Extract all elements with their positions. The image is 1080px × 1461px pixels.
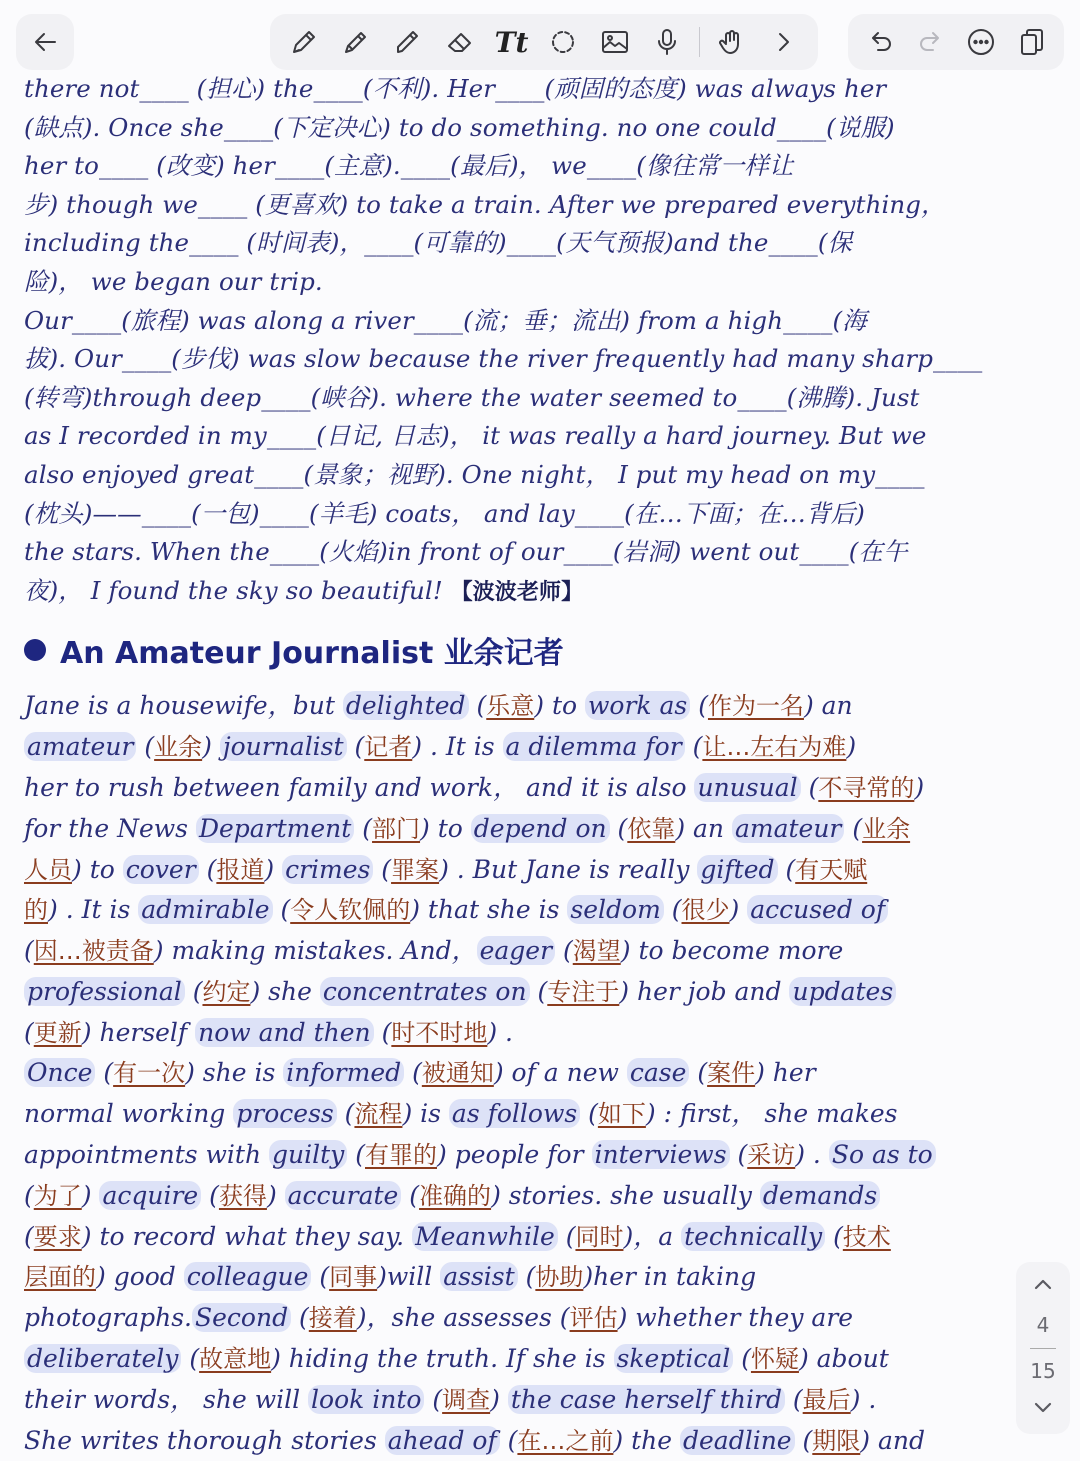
- paragraph-journey: [24, 70, 1064, 610]
- text-span: (: [354, 813, 373, 843]
- eraser-icon[interactable]: [440, 22, 480, 62]
- text-line: [24, 890, 1064, 931]
- text-span: (: [24, 1180, 34, 1210]
- text-span: (: [184, 976, 203, 1006]
- text-span: ): [914, 772, 925, 802]
- text-span: ) the: [613, 1425, 680, 1455]
- text-span: ): [264, 854, 283, 884]
- highlighted-phrase: Department: [196, 814, 354, 843]
- highlighted-phrase: gifted: [697, 855, 777, 884]
- text-span: for the News: [24, 813, 196, 843]
- text-span: (: [784, 1384, 803, 1414]
- text-span: ) an: [675, 813, 732, 843]
- text-line: [24, 931, 1064, 972]
- text-line: also enjoyed great____(景象；视野). One night， I put my head on my____: [24, 459, 925, 489]
- highlighted-phrase: crimes: [282, 855, 373, 884]
- highlighted-phrase: demands: [760, 1181, 880, 1210]
- text-span: ): [490, 1384, 508, 1414]
- highlighted-phrase: acquire: [99, 1181, 201, 1210]
- text-span: ) whether they are: [617, 1303, 854, 1333]
- text-line: Our____(旅程) was along a river____(流；垂；流出) from a high____(海: [24, 305, 867, 335]
- highlighted-phrase: Once: [24, 1058, 95, 1087]
- text-span: ) herself: [81, 1017, 196, 1047]
- chinese-annotation: 令人钦佩的: [290, 896, 411, 925]
- highlighted-phrase: assist: [440, 1262, 517, 1291]
- chinese-annotation: 更新: [33, 1018, 82, 1047]
- text-line: (转弯)through deep____(峡谷). where the water seemed to____(沸腾). Just: [24, 382, 920, 412]
- text-line: 险)， we began our trip.: [24, 266, 323, 296]
- text-span: )，she assesses (: [356, 1303, 570, 1333]
- highlighted-phrase: work as: [585, 691, 690, 720]
- highlighted-phrase: professional: [24, 977, 185, 1006]
- text-span: (: [557, 1221, 576, 1251]
- text-line: [24, 1053, 1064, 1094]
- text-span: ) to record what they say.: [81, 1221, 413, 1251]
- chinese-annotation: 被通知: [421, 1059, 494, 1088]
- text-line: [24, 1176, 1064, 1217]
- text-span: ) to: [72, 854, 123, 884]
- highlighted-phrase: Second: [192, 1303, 291, 1332]
- highlighted-phrase: depend on: [471, 814, 610, 843]
- chinese-annotation: 流程: [354, 1100, 403, 1129]
- chinese-annotation: 时不时地: [391, 1018, 488, 1047]
- highlighted-phrase: amateur: [24, 732, 136, 761]
- highlighted-phrase: now and then: [195, 1018, 374, 1047]
- highlighted-phrase: So as to: [829, 1140, 936, 1169]
- chinese-annotation: 作为一名: [707, 692, 804, 721]
- chinese-annotation: 在…之前: [517, 1426, 614, 1455]
- pages-icon[interactable]: [1012, 22, 1052, 62]
- note-page: [24, 70, 1064, 1461]
- chinese-annotation: 期限: [812, 1426, 861, 1455]
- text-span: (: [136, 732, 155, 762]
- chinese-annotation: 专注于: [547, 977, 620, 1006]
- highlighted-phrase: cover: [123, 855, 199, 884]
- text-span: (: [201, 1180, 219, 1210]
- paragraph-journalist: [24, 686, 1064, 1461]
- chinese-annotation: 有罪的: [365, 1141, 437, 1170]
- text-span: ) .: [850, 1384, 877, 1414]
- text-line: 拔). Our____(步伐) was slow because the river frequently had many sharp____: [24, 344, 983, 374]
- text-span: (: [733, 1344, 751, 1374]
- chinese-annotation: 为了: [33, 1181, 82, 1210]
- highlighter-icon[interactable]: [388, 22, 428, 62]
- page-navigator: [1016, 1262, 1070, 1434]
- text-tool-icon[interactable]: Tt: [494, 25, 529, 59]
- highlighted-phrase: guilty: [269, 1140, 347, 1169]
- text-span: (: [401, 1180, 420, 1210]
- text-span: (: [777, 854, 796, 884]
- chinese-annotation: 准确的: [419, 1181, 492, 1210]
- text-span: (: [404, 1058, 422, 1088]
- microphone-icon[interactable]: [647, 22, 687, 62]
- text-line: [24, 809, 1064, 850]
- text-span: normal working: [24, 1099, 234, 1129]
- undo-icon[interactable]: [860, 22, 900, 62]
- highlighted-phrase: process: [233, 1099, 336, 1128]
- highlighted-phrase: concentrates on: [320, 977, 530, 1006]
- text-span: (: [800, 772, 819, 802]
- text-span: (: [689, 1058, 708, 1088]
- chinese-annotation: 渴望: [572, 937, 621, 966]
- total-pages: 15: [1030, 1359, 1056, 1384]
- text-span: )，a: [623, 1221, 682, 1251]
- highlighted-phrase: skeptical: [614, 1344, 734, 1373]
- text-span: ) . It is: [48, 895, 139, 925]
- chinese-annotation: 部门: [372, 814, 421, 843]
- text-span: ) : first， she makes: [645, 1099, 898, 1129]
- text-line: as I recorded in my____(日记, 日志)， it was really a hard journey. But we: [24, 421, 927, 451]
- text-span: ): [729, 895, 748, 925]
- highlighted-phrase: accused of: [747, 895, 888, 924]
- text-span: ) .: [795, 1140, 829, 1170]
- text-span: ) she: [250, 976, 320, 1006]
- page-separator: [1030, 1348, 1056, 1349]
- text-span: ) and: [860, 1425, 926, 1455]
- chinese-annotation: 案件: [707, 1059, 756, 1088]
- chinese-annotation: 报道: [216, 855, 265, 884]
- text-span: (: [424, 1384, 443, 1414]
- chevron-up-icon[interactable]: [1030, 1272, 1056, 1302]
- text-span: )her in taking: [583, 1262, 757, 1292]
- text-span: ) to become more: [620, 936, 844, 966]
- highlighted-phrase: updates: [789, 977, 896, 1006]
- highlighted-phrase: unusual: [694, 773, 800, 802]
- chinese-annotation: 的: [24, 896, 48, 925]
- text-line: the stars. When the____(火焰)in front of our____(岩洞) went out____(在午: [24, 537, 908, 567]
- text-span: her to rush between family and work， and it is also: [24, 772, 695, 802]
- chinese-annotation: 最后: [802, 1385, 851, 1414]
- text-line: 步) though we____ (更喜欢) to take a train. After we prepared everything，: [24, 189, 946, 219]
- chinese-annotation: 有天赋: [795, 855, 868, 884]
- text-span: (: [336, 1099, 355, 1129]
- text-line: (缺点). Once she____(下定决心) to do something. no one could____(说服): [24, 112, 895, 142]
- text-line: [24, 727, 1064, 768]
- text-span: (: [311, 1262, 330, 1292]
- text-span: (: [24, 1017, 34, 1047]
- text-line: (枕头)——____(一包)____(羊毛) coats， and lay____(在…下面；在…背后): [24, 498, 865, 528]
- highlighted-phrase: seldom: [567, 895, 663, 924]
- chinese-annotation: 故意地: [199, 1345, 272, 1374]
- text-line: there not____ (担心) the____(不利). Her____(顽固的态度) was always her: [24, 74, 887, 103]
- chinese-annotation: 不寻常的: [818, 773, 915, 802]
- section-heading: [24, 628, 1064, 672]
- highlighted-phrase: a dilemma for: [503, 732, 685, 761]
- text-span: ) about: [798, 1344, 889, 1374]
- text-line: [24, 1339, 1064, 1380]
- text-line: [24, 1217, 1064, 1258]
- chinese-annotation: 协助: [535, 1263, 584, 1292]
- text-span: (: [95, 1058, 114, 1088]
- heading-text: An Amateur Journalist 业余记者: [60, 636, 564, 672]
- highlighted-phrase: deliberately: [24, 1344, 181, 1373]
- chinese-annotation: 记者: [364, 733, 413, 762]
- text-line: [24, 1094, 1064, 1135]
- highlighted-phrase: accurate: [285, 1181, 402, 1210]
- text-span: (: [181, 1344, 200, 1374]
- text-span: ) . But Jane is really: [439, 854, 698, 884]
- text-span: ) stories. she usually: [491, 1180, 760, 1210]
- chinese-annotation: 接着: [308, 1304, 357, 1333]
- text-span: She writes thorough stories: [24, 1425, 385, 1455]
- text-line: [24, 1421, 1064, 1461]
- text-line: [24, 686, 1064, 727]
- highlighted-phrase: admirable: [138, 895, 272, 924]
- text-span: ) that she is: [410, 895, 568, 925]
- teacher-tag: 【波波老师】: [442, 579, 584, 605]
- text-span: (: [272, 895, 291, 925]
- text-span: photographs.: [24, 1303, 192, 1333]
- chinese-annotation: 人员: [24, 855, 72, 884]
- highlighted-phrase: the case herself third: [508, 1385, 785, 1414]
- text-span: (: [663, 895, 682, 925]
- highlighted-phrase: eager: [477, 936, 555, 965]
- drawing-tools: [270, 14, 818, 70]
- hand-icon[interactable]: [712, 22, 752, 62]
- text-span: (: [373, 854, 392, 884]
- highlighted-phrase: case: [627, 1058, 690, 1087]
- text-span: (: [609, 813, 628, 843]
- text-span: (: [198, 854, 217, 884]
- text-span: ) to: [534, 691, 586, 721]
- text-span: ) good: [96, 1262, 184, 1292]
- highlighted-phrase: journalist: [220, 732, 347, 761]
- text-span: (: [373, 1017, 392, 1047]
- text-span: their words， she will: [24, 1384, 309, 1414]
- highlighted-phrase: colleague: [184, 1262, 312, 1291]
- text-span: ) . It is: [412, 732, 503, 762]
- image-icon[interactable]: [595, 22, 635, 62]
- text-span: ) to: [420, 813, 471, 843]
- redo-icon[interactable]: [911, 22, 951, 62]
- highlighted-phrase: as follows: [449, 1099, 580, 1128]
- chinese-annotation: 因…被责备: [33, 937, 154, 966]
- highlighted-phrase: technically: [681, 1222, 825, 1251]
- top-toolbar: [0, 0, 1080, 78]
- chinese-annotation: 有一次: [113, 1059, 186, 1088]
- text-span: (: [347, 1140, 365, 1170]
- chinese-annotation: 约定: [202, 977, 251, 1006]
- text-span: ): [202, 732, 220, 762]
- text-span: ) is: [402, 1099, 449, 1129]
- chinese-annotation: 同事: [329, 1263, 378, 1292]
- text-line: [24, 1135, 1064, 1176]
- text-span: ) of a new: [493, 1058, 627, 1088]
- text-line: 夜)， I found the sky so beautiful! 【波波老师】: [24, 575, 584, 605]
- chinese-annotation: 技术: [842, 1222, 891, 1251]
- lasso-icon[interactable]: [543, 22, 583, 62]
- text-line: her to____ (改变) her____(主意).____(最后)， we____(像往常一样让: [24, 151, 794, 181]
- text-span: (: [529, 976, 548, 1006]
- text-span: (: [517, 1262, 536, 1292]
- text-span: (: [24, 1221, 34, 1251]
- chinese-annotation: 让…左右为难: [702, 733, 847, 762]
- text-span: )will: [377, 1262, 441, 1292]
- chinese-annotation: 依靠: [627, 814, 676, 843]
- current-page: 4: [1036, 1312, 1050, 1337]
- chevron-down-icon[interactable]: [1030, 1394, 1056, 1424]
- highlighted-phrase: delighted: [343, 691, 469, 720]
- text-line: [24, 850, 1064, 891]
- text-span: appointments with: [24, 1140, 270, 1170]
- chinese-annotation: 评估: [569, 1304, 618, 1333]
- text-line: [24, 1013, 1064, 1054]
- text-span: ) an: [803, 691, 853, 721]
- text-span: (: [580, 1099, 598, 1129]
- text-span: ) people for: [437, 1140, 592, 1170]
- text-span: (: [468, 691, 487, 721]
- more-icon[interactable]: [961, 22, 1001, 62]
- highlighted-phrase: interviews: [592, 1140, 730, 1169]
- chinese-annotation: 乐意: [486, 692, 535, 721]
- text-span: (: [499, 1425, 518, 1455]
- chinese-annotation: 采访: [747, 1141, 796, 1170]
- text-span: ): [266, 1180, 285, 1210]
- text-span: ): [846, 732, 857, 762]
- text-span: (: [844, 813, 863, 843]
- text-span: (: [729, 1140, 748, 1170]
- pen-icon[interactable]: [284, 22, 324, 62]
- text-span: (: [684, 732, 703, 762]
- chinese-annotation: 怀疑: [750, 1345, 799, 1374]
- text-span: ) her: [755, 1058, 816, 1088]
- bullet-dot: [24, 639, 46, 661]
- toolbar-divider: [699, 27, 700, 57]
- back-arrow-icon: [25, 22, 65, 62]
- text-span: ) her job and: [619, 976, 790, 1006]
- highlighted-phrase: Meanwhile: [412, 1222, 558, 1251]
- highlighted-phrase: look into: [308, 1385, 424, 1414]
- pencil-icon[interactable]: [336, 22, 376, 62]
- text-span: (: [794, 1425, 813, 1455]
- text-span: (: [291, 1303, 309, 1333]
- highlighted-phrase: ahead of: [385, 1426, 500, 1455]
- text-span: Jane is a housewife，but: [24, 691, 343, 721]
- chinese-annotation: 同时: [575, 1222, 624, 1251]
- text-line: including the____ (时间表)，____(可靠的)____(天气预报)and the____(保: [24, 228, 853, 258]
- text-span: ) making mistakes. And，: [153, 936, 477, 966]
- text-line: [24, 972, 1064, 1013]
- text-line: [24, 768, 1064, 809]
- highlighted-phrase: informed: [283, 1058, 404, 1087]
- text-span: ) she is: [185, 1058, 284, 1088]
- text-span: ) .: [487, 1017, 513, 1047]
- text-span: ) hiding the truth. If she is: [271, 1344, 614, 1374]
- chinese-annotation: 业余: [154, 733, 203, 762]
- chinese-annotation: 如下: [597, 1100, 646, 1129]
- text-span: (: [825, 1221, 843, 1251]
- text-span: (: [555, 936, 573, 966]
- text-span: (: [346, 732, 365, 762]
- text-line: [24, 1298, 1064, 1339]
- chinese-annotation: 调查: [442, 1385, 491, 1414]
- chinese-annotation: 层面的: [24, 1263, 96, 1292]
- text-span: ): [81, 1180, 100, 1210]
- document-actions: [848, 14, 1064, 70]
- chinese-annotation: 要求: [33, 1222, 82, 1251]
- back-button[interactable]: [16, 14, 74, 70]
- text-line: [24, 1257, 1064, 1298]
- highlighted-phrase: deadline: [680, 1426, 795, 1455]
- chevron-right-icon[interactable]: [764, 22, 804, 62]
- text-line: [24, 1380, 1064, 1421]
- chinese-annotation: 获得: [218, 1181, 267, 1210]
- chinese-annotation: 罪案: [391, 855, 440, 884]
- text-span: (: [690, 691, 708, 721]
- chinese-annotation: 很少: [681, 896, 730, 925]
- text-span: (: [24, 936, 34, 966]
- highlighted-phrase: amateur: [732, 814, 844, 843]
- chinese-annotation: 业余: [862, 814, 911, 843]
